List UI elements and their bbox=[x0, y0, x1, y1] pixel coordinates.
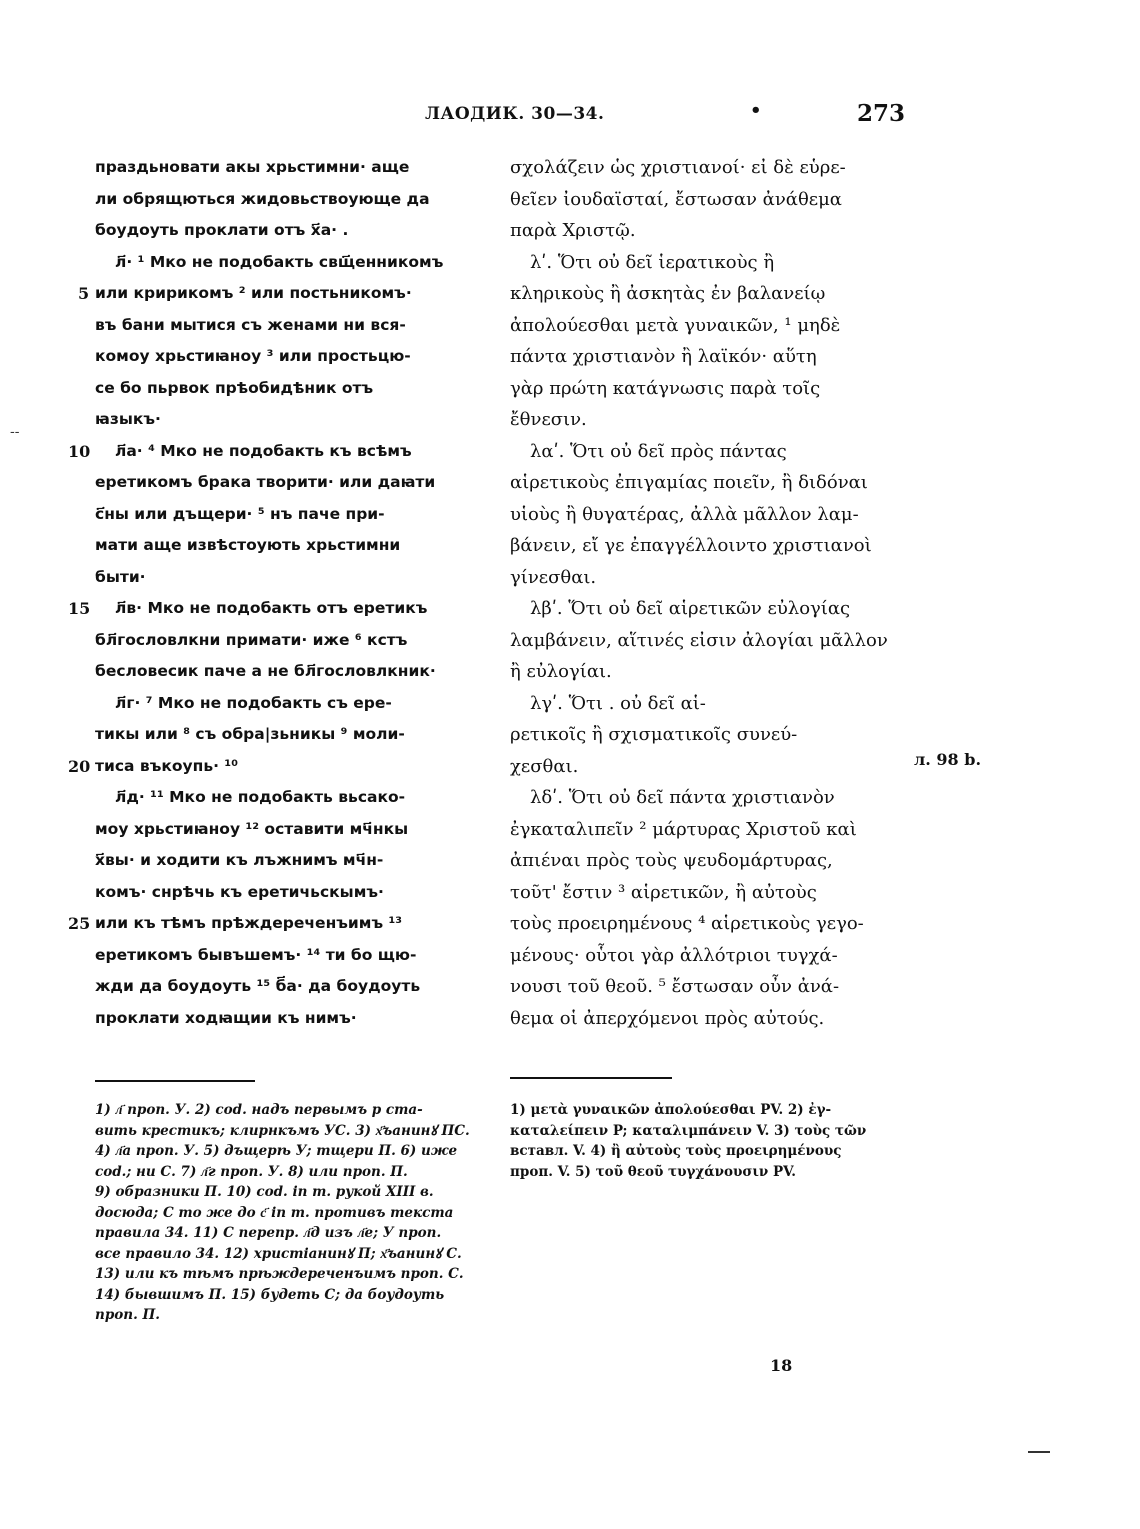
right-column-line: ἀπιέναι πρὸς τοὺς ψευδομάρτυρας, bbox=[510, 850, 833, 871]
right-column-line: λαʹ. Ὅτι οὐ δεῖ πρὸς πάντας bbox=[530, 440, 787, 462]
left-column-line: моу хрьстиꙗноу ¹² оставити мч҃нкы bbox=[95, 819, 409, 838]
right-column-line: γὰρ πρώτη κατάγνωσις παρὰ τοῖς bbox=[510, 377, 821, 399]
left-column-line: бл҃гословлкни примати· иже ⁶ кстъ bbox=[95, 630, 408, 649]
left-column-line: х҃вы· и ходити къ лъжнимъ мч҃н- bbox=[95, 851, 384, 869]
footnote-line: вить крестикъ; клирнкъмъ УС. 3) х҃ъанинꙋ ПС. bbox=[95, 1122, 470, 1139]
line-number: 5 bbox=[78, 284, 90, 303]
right-column-line: αἱρετικοὺς ἐπιγαμίας ποιεῖν, ἢ διδόναι bbox=[510, 472, 868, 493]
manuscript-folio-note: л. 98 b. bbox=[914, 750, 982, 769]
right-column-line: νουσι τοῦ θεοῦ. ⁵ ἔστωσαν οὖν ἀνά- bbox=[510, 976, 840, 997]
footnote-rule-left bbox=[95, 1080, 255, 1082]
footnote-line: проп. V. 5) τοῦ θεοῦ τυγχάνουσιν PV. bbox=[510, 1163, 796, 1180]
right-column-line: σχολάζειν ὡς χριστιανοί· εἰ δὲ εὑρε- bbox=[510, 157, 846, 178]
right-column-line: πάντα χριστιανὸν ἢ λαϊκόν· αὕτη bbox=[510, 346, 817, 367]
left-column-line: л҃г· ⁷ Мко не подобакть съ ере- bbox=[115, 693, 392, 712]
footnote-line: все правило 34. 12) христiанинꙋ П; х҃ъанинꙋ С. bbox=[95, 1245, 462, 1262]
right-column-line: κληρικοὺς ἢ ἀσκητὰς ἐν βαλανείῳ bbox=[510, 283, 826, 304]
left-column-line: тиса въкоупь· ¹⁰ bbox=[95, 756, 238, 775]
left-column-line: комоу хрьстиꙗноу ³ или простьцю- bbox=[95, 347, 411, 365]
right-column-line: βάνειν, εἴ γε ἐπαγγέλλοιντο χριστιανοὶ bbox=[510, 535, 872, 556]
right-column-line: λβʹ. Ὅτι οὐ δεῖ αἱρετικῶν εὐλογίας bbox=[530, 598, 851, 619]
right-column-line: χεσθαι. bbox=[510, 755, 579, 777]
left-column-line: или къ тѣмъ прѣждереченъимъ ¹³ bbox=[95, 914, 403, 932]
footnote-line: 9) обрaзники П. 10) cod. in т. рукой XIII в. bbox=[95, 1184, 434, 1200]
left-column-line: еретикомъ бывъшемъ· ¹⁴ ти бо щю- bbox=[95, 945, 417, 964]
footnote-line: 4) л҃а проп. У. 5) дъщерѣ У; тщери П. 6) иже bbox=[95, 1143, 458, 1159]
left-column-line: жди да боудоуть ¹⁵ б҃а· да боудоуть bbox=[95, 977, 421, 995]
footnote-line: досюда; С то же до с҃ in т. противъ текста bbox=[95, 1204, 454, 1221]
footnotes-right bbox=[510, 1100, 902, 1182]
page-number: 273 bbox=[857, 100, 906, 127]
left-column-line: ли обрящються жидовьствоующе да bbox=[95, 189, 430, 208]
right-column-line: λδʹ. Ὅτι οὐ δεῖ πάντα χριστιανὸν bbox=[530, 787, 835, 808]
right-column-line: μένους· οὗτοι γὰρ ἀλλότριοι τυγχά- bbox=[510, 944, 838, 966]
signature-mark: 18 bbox=[770, 1356, 793, 1375]
footnote-line: 1) μετὰ γυναικῶν ἀπολούεσθαι PV. 2) ἐγ- bbox=[510, 1102, 832, 1118]
footnotes-left bbox=[95, 1100, 485, 1326]
right-column-line: λαμβάνειν, αἵτινές εἰσιν ἀλογίαι μᾶλλον bbox=[510, 629, 888, 651]
right-column-line: ρετικοῖς ἢ σχισματικοῖς συνεύ- bbox=[510, 724, 798, 745]
right-column-line: ἐγκαταλιπεῖν ² μάρτυρας Χριστοῦ καὶ bbox=[510, 818, 857, 840]
left-margin-mark: -- bbox=[10, 424, 20, 440]
left-column-line: л҃· ¹ Мко не подобакть свщ҃енникомъ bbox=[115, 252, 444, 271]
footnote-line: вставл. V. 4) ἢ αὐτοὺς τοὺς προειρημένους bbox=[510, 1143, 842, 1159]
right-column-line: θεμα οἱ ἀπερχόμενοι πρὸς αὐτούς. bbox=[510, 1007, 825, 1029]
line-number: 10 bbox=[68, 441, 91, 461]
left-column-line: праздьновати акы хрьстимни· аще bbox=[95, 158, 410, 176]
right-column-line: παρὰ Χριστῷ. bbox=[510, 220, 636, 241]
footnote-rule-right bbox=[510, 1077, 672, 1079]
left-column-line: комъ· снрѣчь къ еретичьскымъ· bbox=[95, 882, 384, 901]
line-number: 15 bbox=[68, 599, 91, 618]
right-column-line: γίνεσθαι. bbox=[510, 566, 597, 588]
left-column-line: ꙗзыкъ· bbox=[95, 410, 161, 428]
footnote-line: 14) бывшимъ П. 15) будеть С; да боудоуть bbox=[95, 1286, 445, 1303]
right-column-line: θεῖεν ἰουδαϊσταί, ἔστωσαν ἀνάθεμα bbox=[510, 188, 842, 210]
left-column-line: с҃ны или дъщери· ⁵ нъ паче при- bbox=[95, 504, 385, 523]
left-column-line: л҃в· Мко не подобакть отъ еретикъ bbox=[115, 599, 428, 617]
right-edge-mark bbox=[1028, 1451, 1050, 1453]
left-column-line: или кририкомъ ² или постьникомъ· bbox=[95, 284, 412, 302]
footnote-line: cod.; ни С. 7) л҃г проп. У. 8) или проп. П. bbox=[95, 1163, 408, 1180]
left-column-line: въ бани мытися съ женами ни вся- bbox=[95, 315, 406, 334]
right-column-line: τοῦτ' ἔστιν ³ αἱρετικῶν, ἢ αὐτοὺς bbox=[510, 881, 817, 903]
right-column-line: ἔθνεσιν. bbox=[510, 409, 587, 430]
right-column-line: τοὺς προειρημένους ⁴ αἱρετικοὺς γεγο- bbox=[510, 913, 864, 934]
footnote-line: правила 34. 11) С перепр. л҃д изъ л҃е; У проп. bbox=[95, 1225, 442, 1241]
footnote-line: 13) или къ тѣмъ прѣждереченъимъ проп. С. bbox=[95, 1266, 464, 1282]
right-column-line: ἀπολούεσθαι μετὰ γυναικῶν, ¹ μηδὲ bbox=[510, 314, 841, 336]
right-column-line: λγʹ. Ὅτι . οὐ δεῖ αἱ- bbox=[530, 692, 706, 714]
left-column-line: быти· bbox=[95, 567, 146, 586]
header-dot: • bbox=[750, 100, 762, 121]
right-column-line: υἱοὺς ἢ θυγατέρας, ἀλλὰ μᾶλλον λαμ- bbox=[510, 503, 859, 525]
right-column-line: ἢ εὐλογίαι. bbox=[510, 661, 612, 682]
line-number: 25 bbox=[68, 914, 91, 933]
footnote-line: καταλείπειν P; καταλιμπάνειν V. 3) τοὺς τῶν bbox=[510, 1122, 867, 1139]
left-column-line: боудоуть проклати отъ х҃а· . bbox=[95, 221, 349, 239]
footnote-line: проп. П. bbox=[95, 1307, 160, 1323]
left-column-line: л҃д· ¹¹ Мко не подобакть вьсако- bbox=[115, 788, 406, 806]
church-slavonic-column bbox=[95, 152, 485, 1034]
left-column-line: бесловесик паче а не бл҃гословлкник· bbox=[95, 662, 436, 680]
left-column-line: мати аще извѣстоують хрьстимни bbox=[95, 536, 401, 554]
left-column-line: се бо пьрвок прѣобидѣник отъ bbox=[95, 378, 374, 397]
running-header-title: ЛАОДИК. 30—34. bbox=[425, 104, 605, 124]
footnote-line: 1) л҃ проп. У. 2) cod. надъ первымъ р ста- bbox=[95, 1102, 423, 1118]
left-column-line: проклати ходꙗщии къ нимъ· bbox=[95, 1008, 357, 1027]
left-column-line: л҃а· ⁴ Мко не подобакть къ всѣмъ bbox=[115, 441, 412, 460]
right-column-line: λʹ. Ὅτι οὐ δεῖ ἱερατικοὺς ἢ bbox=[530, 251, 775, 273]
left-column-line: еретикомъ брака творити· или даꙗти bbox=[95, 473, 436, 491]
left-column-line: тикы или ⁸ съ обра|зьникы ⁹ моли- bbox=[95, 725, 405, 743]
greek-column bbox=[510, 152, 902, 1034]
line-number: 20 bbox=[68, 756, 91, 776]
